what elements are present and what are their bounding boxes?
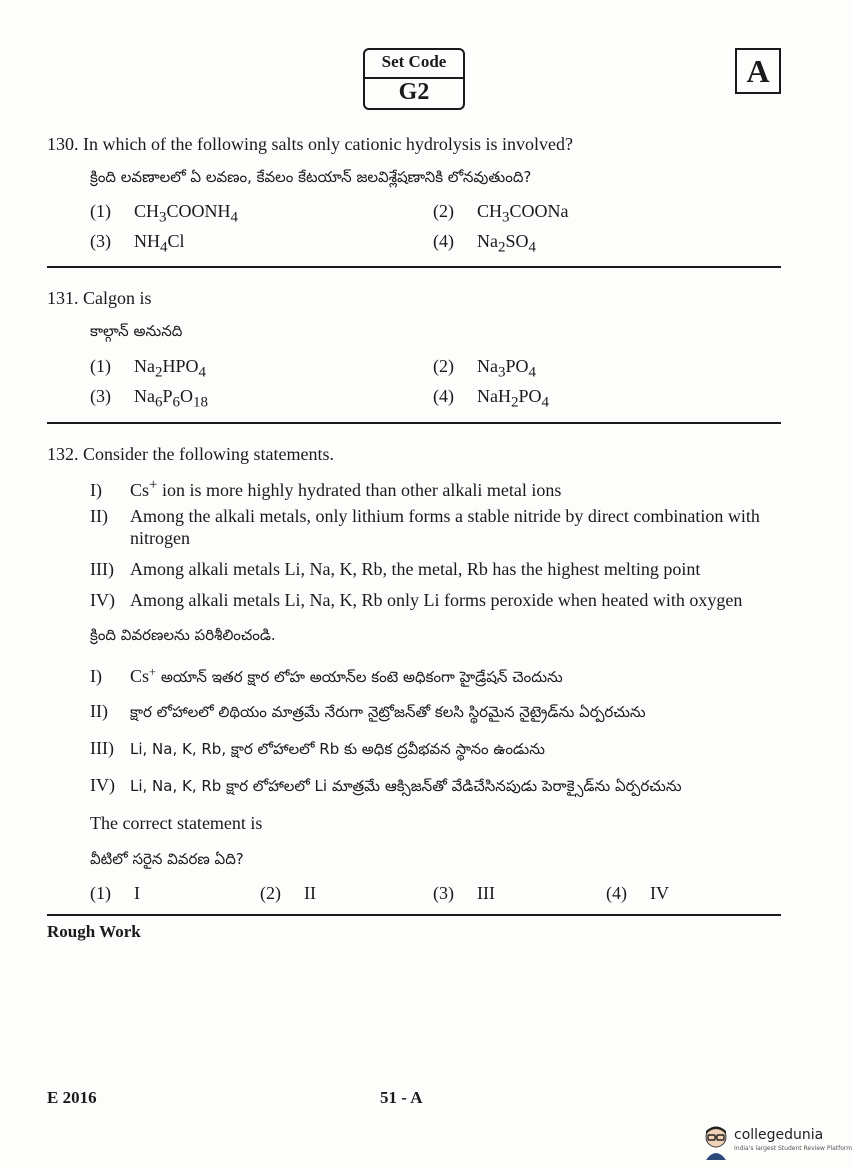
q132-option-4: (4) IV <box>606 883 669 903</box>
footer-left: E 2016 <box>47 1088 97 1107</box>
student-avatar-icon <box>700 1124 732 1160</box>
q132-question <box>47 443 334 465</box>
booklet-variant: A <box>735 48 781 94</box>
divider-130 <box>47 266 781 268</box>
q132-option-2: (2) II <box>260 883 316 903</box>
q131-text-te: కాల్గాన్ అనునది <box>90 322 183 340</box>
q130-option-2: (2) $CH_3COONa$ <box>433 201 569 226</box>
brand-tagline: India's largest Student Review Platform <box>734 1145 852 1152</box>
q130-option-3: (3) $NH_4Cl$ <box>90 231 185 256</box>
q130-text-te: క్రింది లవణాలలో ఏ లవణం, కేవలం కేటయాన్ జలవిశ్లేషణానికి లోనవుతుంది? <box>90 168 532 186</box>
q132-statement-te-3: III) Li, Na, K, Rb, క్షార లోహాలలో Rb కు అధిక ద్రవీభవన స్థానం ఉండును <box>90 738 545 758</box>
collegedunia-watermark <box>700 1124 852 1164</box>
q131-option-4: (4) $NaH_2PO_4$ <box>433 386 550 411</box>
q131-question <box>47 287 152 309</box>
q132-statement-te-1: I) Cs+ అయాన్ ఇతర క్షార లోహ అయాన్‌ల కంటె అధికంగా హైడ్రేషన్ చెందును <box>90 665 563 686</box>
set-code-box <box>363 48 465 110</box>
q132-text-te: క్రింది వివరణలను పరిశీలించండి. <box>90 626 276 644</box>
divider-132 <box>47 914 781 916</box>
q132-statement-1: I) Cs+ ion is more highly hydrated than other alkali metal ions <box>90 477 562 500</box>
q131-number: 131. <box>47 288 79 308</box>
set-code-label: Set Code <box>381 52 447 71</box>
q132-statement-te-4: IV) Li, Na, K, Rb క్షార లోహాలలో Li మాత్రమే ఆక్సిజన్‌తో వేడిచేసినపుడు పెరాక్సైడ్‌ను ఏర్పరచును <box>90 775 682 795</box>
brand-name: collegedunia <box>734 1127 824 1143</box>
q132-statement-4: IV) Among alkali metals Li, Na, K, Rb only Li forms peroxide when heated with oxygen <box>90 590 743 610</box>
q130-option-1: (1) $CH_3COONH_4$ <box>90 201 239 226</box>
footer-page-number: 51 - A <box>380 1088 423 1107</box>
q132-correct-text-te: వీటిలో సరైన వివరణ ఏది? <box>90 850 244 868</box>
q132-statement-te-2: II) క్షార లోహాలలో లిథియం మాత్రమే నేరుగా నైట్రోజన్‌తో కలసి స్థిరమైన నైట్రైడ్‌ను ఏర్పరచును <box>90 701 646 721</box>
q132-text: Consider the following statements. <box>83 444 334 464</box>
q131-text: Calgon is <box>83 288 152 308</box>
q130-number: 130. <box>47 134 79 154</box>
q132-number: 132. <box>47 444 79 464</box>
set-code-value: G2 <box>398 79 430 105</box>
q132-option-3: (3) III <box>433 883 495 903</box>
q132-statement-3: III) Among alkali metals Li, Na, K, Rb, the metal, Rb has the highest melting point <box>90 559 701 579</box>
q132-correct-text: The correct statement is <box>90 813 263 833</box>
q131-option-3: (3) $Na_6P_6O_{18}$ <box>90 386 209 411</box>
q132-option-1: (1) I <box>90 883 140 903</box>
divider-131 <box>47 422 781 424</box>
rough-work-label: Rough Work <box>47 922 141 941</box>
q132-statement-2: II) Among the alkali metals, only lithium forms a stable nitride by direct combination with nitrogen <box>90 506 760 548</box>
q131-option-1: (1) $Na_2HPO_4$ <box>90 356 207 381</box>
q130-option-4: (4) $Na_2SO_4$ <box>433 231 537 256</box>
q130-question <box>47 133 573 155</box>
q131-option-2: (2) $Na_3PO_4$ <box>433 356 537 381</box>
q130-text: In which of the following salts only cationic hydrolysis is involved? <box>83 134 573 154</box>
